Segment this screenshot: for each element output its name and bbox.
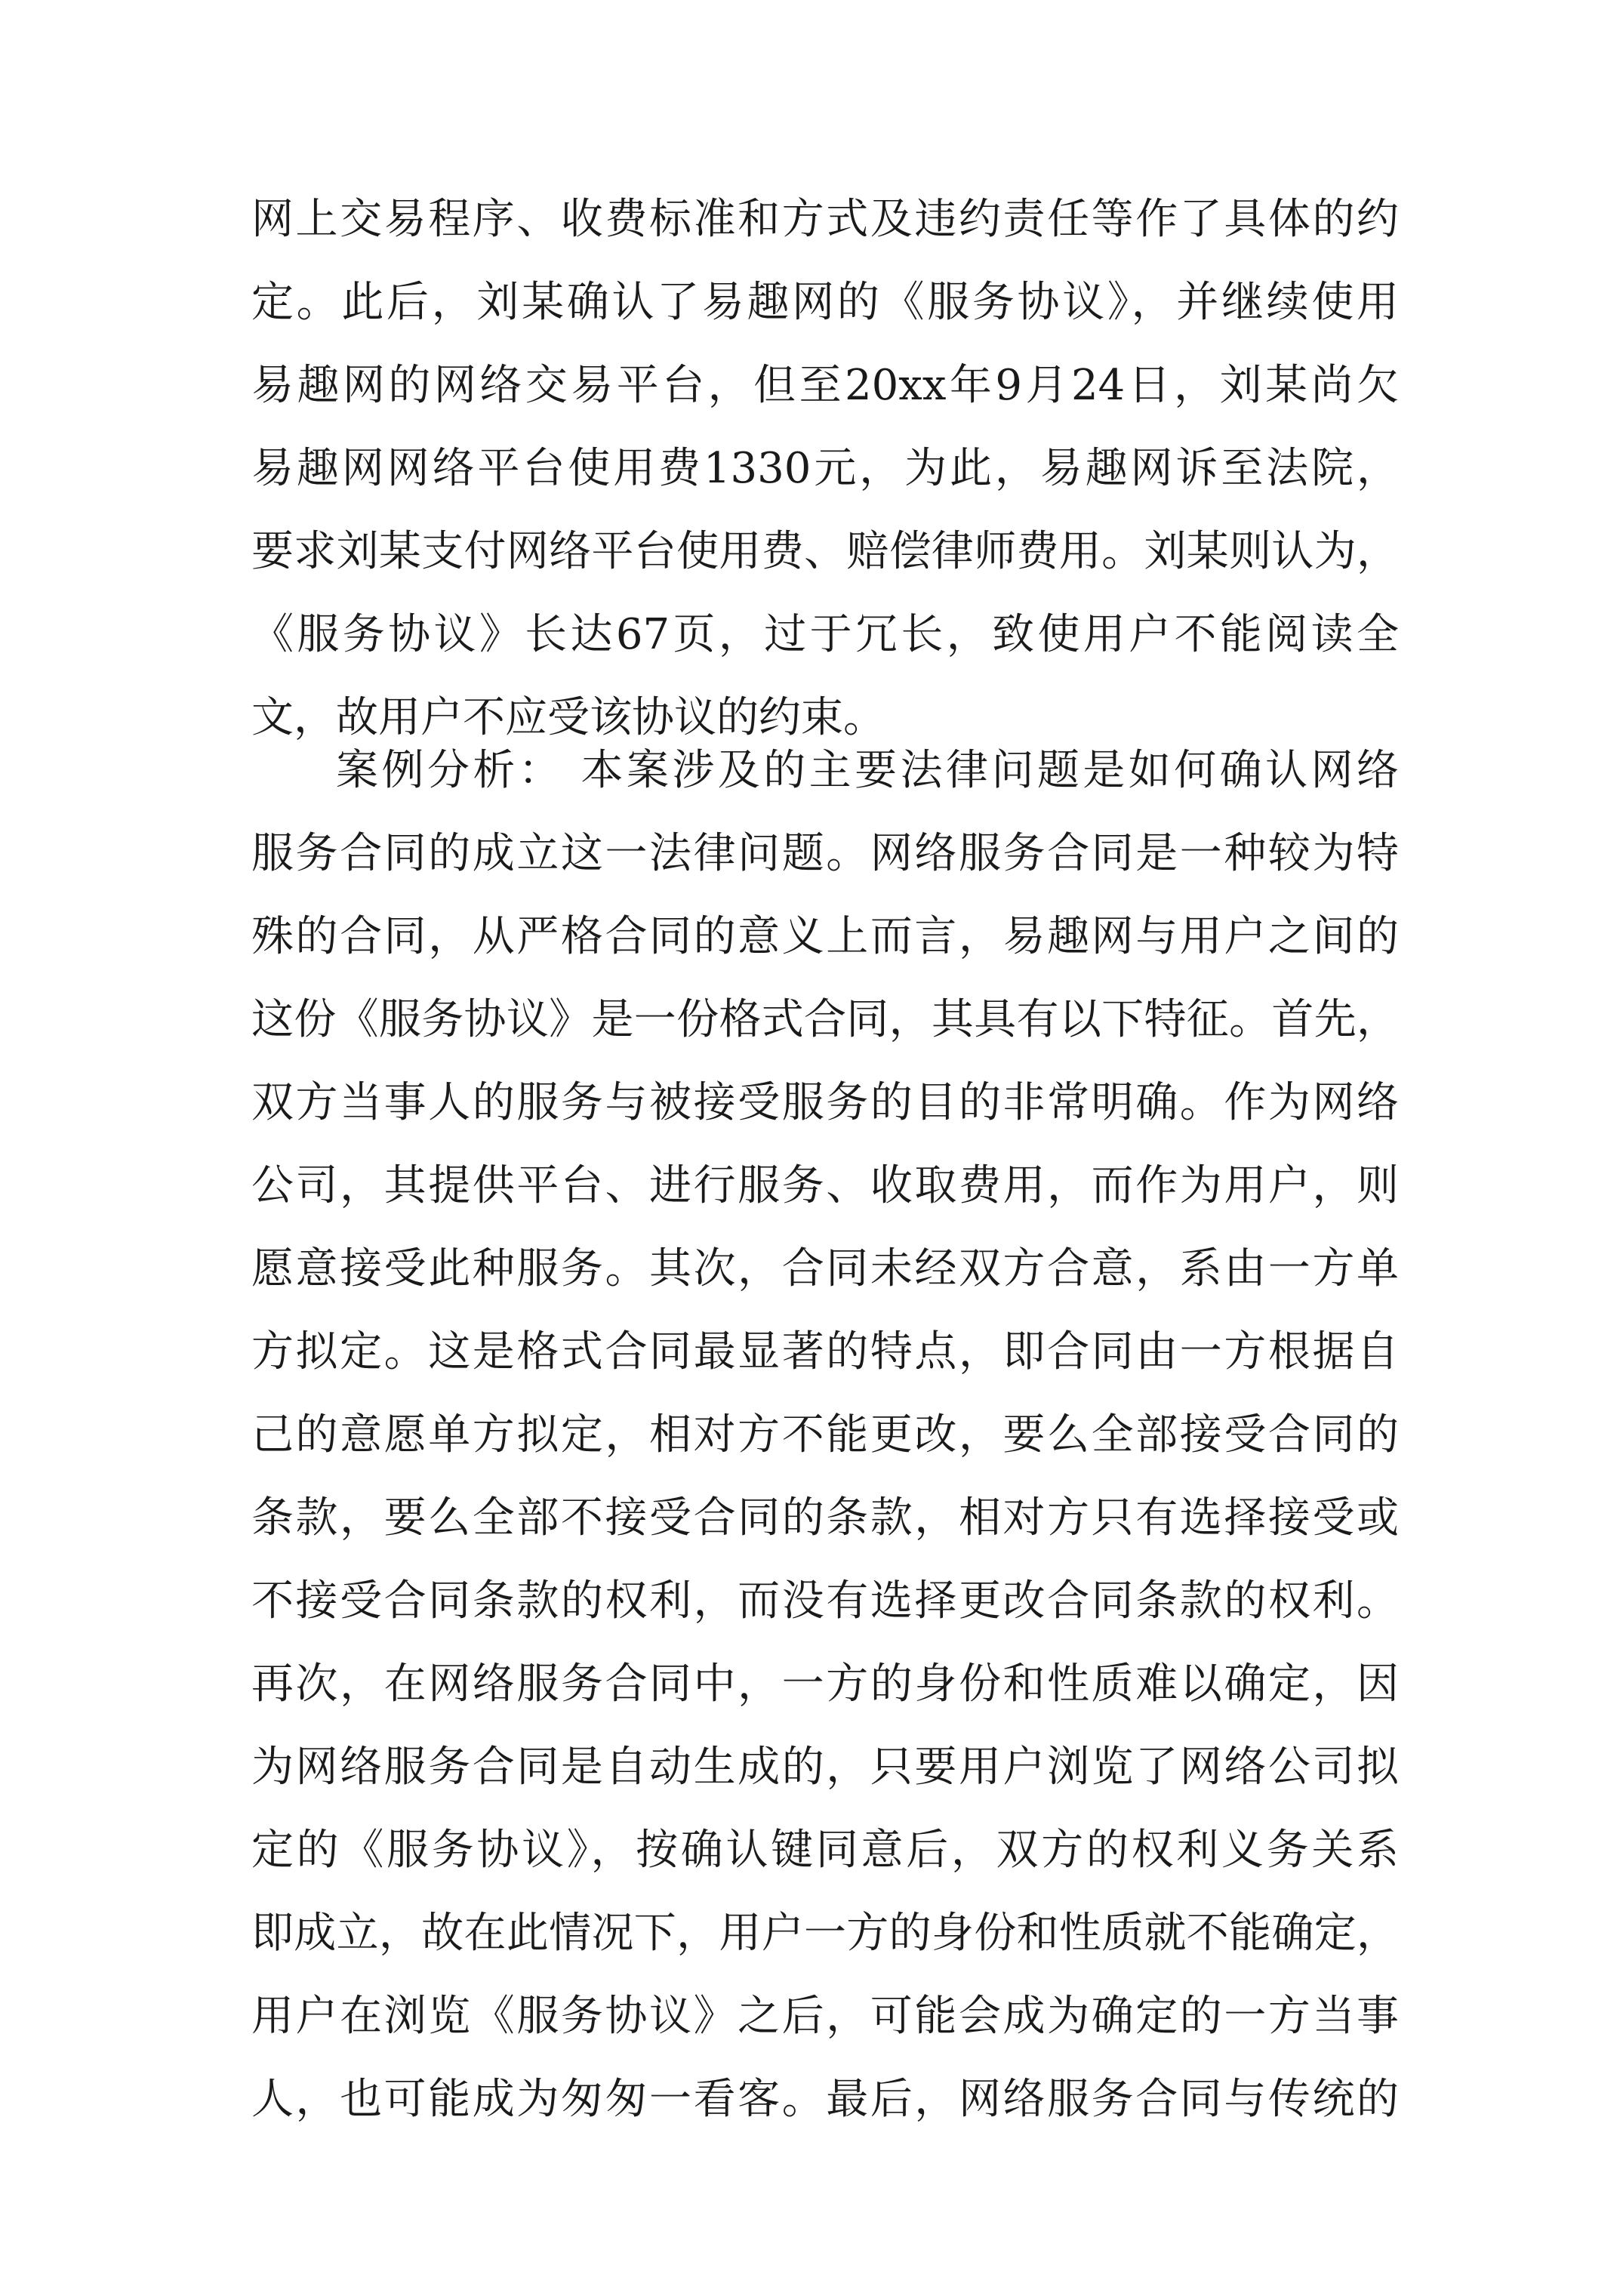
- text-line: 《服务协议》长达67页，过于冗长，致使用户不能阅读全: [251, 610, 1399, 659]
- text-line: 定。此后，刘某确认了易趣网的《服务协议》，并继续使用: [251, 278, 1399, 327]
- text-line: 再次，在网络服务合同中，一方的身份和性质难以确定，因: [251, 1660, 1399, 1709]
- text-line: 要求刘某支付网络平台使用费、赔偿律师费用。刘某则认为，: [251, 527, 1399, 576]
- text-line: 方拟定。这是格式合同最显著的特点，即合同由一方根据自: [251, 1327, 1399, 1376]
- text-line: 定的《服务协议》，按确认键同意后，双方的权利义务关系: [251, 1826, 1399, 1875]
- text-line: 这份《服务协议》是一份格式合同，其具有以下特征。首先，: [251, 995, 1399, 1044]
- paragraph-case-facts: [251, 178, 1399, 760]
- text-line: 不接受合同条款的权利，而没有选择更改合同条款的权利。: [251, 1576, 1399, 1626]
- text-line: 殊的合同，从严格合同的意义上而言，易趣网与用户之间的: [251, 912, 1399, 961]
- text-line: 为网络服务合同是自动生成的，只要用户浏览了网络公司拟: [251, 1743, 1399, 1792]
- text-line: 文，故用户不应受该协议的约束。: [251, 693, 885, 742]
- text-line: 易趣网网络平台使用费1330元，为此，易趣网诉至法院，: [251, 444, 1399, 493]
- text-line: 愿意接受此种服务。其次，合同未经双方合意，系由一方单: [251, 1244, 1399, 1293]
- text-line: 己的意愿单方拟定，相对方不能更改，要么全部接受合同的: [251, 1410, 1399, 1459]
- paragraph-case-analysis: [251, 729, 1399, 2141]
- text-line: 人，也可能成为匆匆一看客。最后，网络服务合同与传统的: [251, 2075, 1399, 2124]
- text-line: 公司，其提供平台、进行服务、收取费用，而作为用户，则: [251, 1161, 1399, 1210]
- text-line: 网上交易程序、收费标准和方式及违约责任等作了具体的约: [251, 195, 1399, 244]
- text-line: 案例分析： 本案涉及的主要法律问题是如何确认网络: [336, 746, 1399, 795]
- text-line: 用户在浏览《服务协议》之后，可能会成为确定的一方当事: [251, 1992, 1399, 2041]
- text-line: 服务合同的成立这一法律问题。网络服务合同是一种较为特: [251, 829, 1399, 878]
- text-line: 双方当事人的服务与被接受服务的目的非常明确。作为网络: [251, 1078, 1399, 1127]
- text-line: 条款，要么全部不接受合同的条款，相对方只有选择接受或: [251, 1493, 1399, 1542]
- text-line: 即成立，故在此情况下，用户一方的身份和性质就不能确定，: [251, 1909, 1399, 1958]
- text-line: 易趣网的网络交易平台，但至20xx年9月24日，刘某尚欠: [251, 361, 1399, 410]
